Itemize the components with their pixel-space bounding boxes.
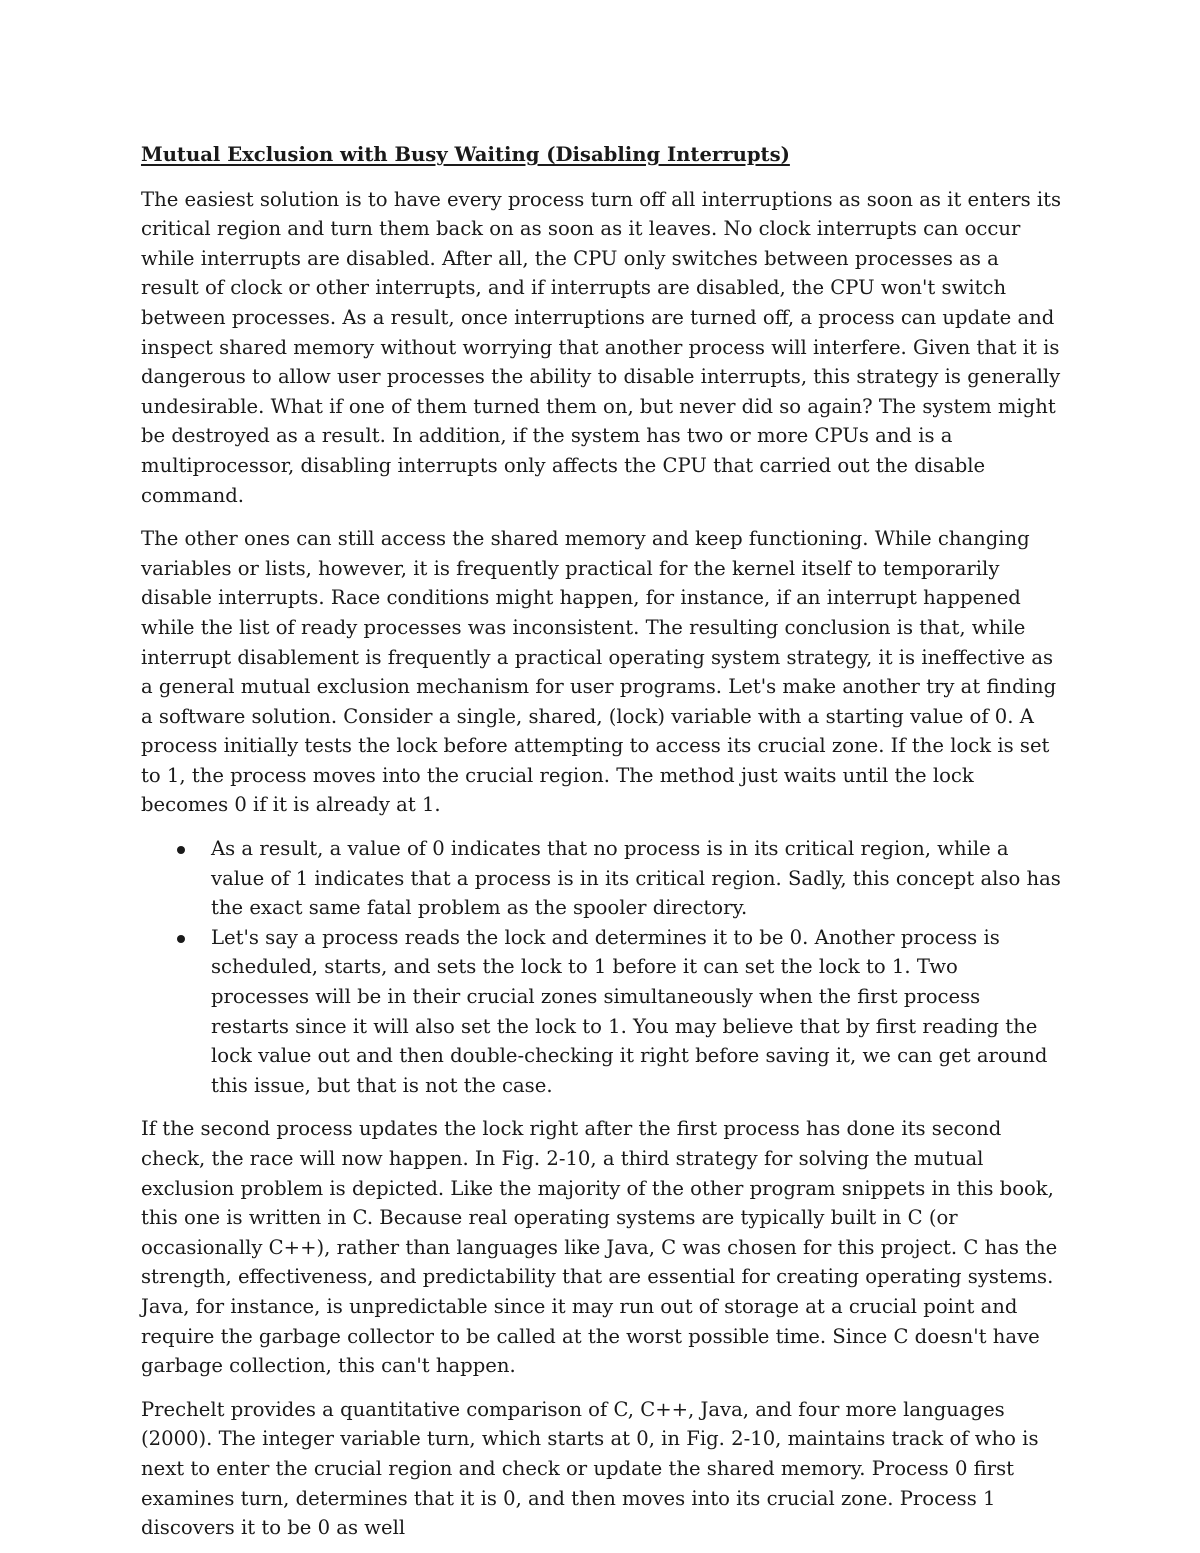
bullet-dot-icon [177, 846, 185, 854]
paragraph-3: If the second process updates the lock right after the first process has done its second check, the race will now happen. In Fig. 2-10, a third strategy for solving the mutual exclusion problem is depicted. Like the majority of the other program snippets in this book, this one is written in C. Because real operating systems are typically built in C (or occasionally C++), rather than languages like Java, C was chosen for this project. C has the strength, effectiveness, and predictability that are essential for creating operating systems. Java, for instance, is unpredictable since it may run out of storage at a crucial point and require the garbage collector to be called at the worst possible time. Since C doesn't have garbage collection, this can't happen. [141, 1117, 1058, 1378]
paragraph-2: The other ones can still access the shared memory and keep functioning. While changing variables or lists, however, it is frequently practical for the kernel itself to temporarily disable interrupts. Race conditions might happen, for instance, if an interrupt happened while the list of ready processes was inconsistent. The resulting conclusion is that, while interrupt disablement is frequently a practical operating system strategy, it is ineffective as a general mutual exclusion mechanism for user programs. Let's make another try at finding a software solution. Consider a single, shared, (lock) variable with a starting value of 0. A process initially tests the lock before attempting to access its crucial zone. If the lock is set to 1, the process moves into the crucial region. The method just waits until the lock becomes 0 if it is already at 1. [141, 527, 1057, 817]
paragraph-4: Prechelt provides a quantitative comparison of C, C++, Java, and four more languages (2000). The integer variable turn, which starts at 0, in Fig. 2-10, maintains track of who is next to enter the crucial region and check or update the shared memory. Process 0 first examines turn, determines that it is 0, and then moves into its crucial zone. Process 1 discovers it to be 0 as well [141, 1397, 1039, 1540]
document-title: Mutual Exclusion with Busy Waiting (Disabling Interrupts) [141, 143, 790, 166]
bullet-dot-icon [177, 935, 185, 943]
bullet-list [141, 834, 1062, 1100]
bullet-item [141, 923, 1062, 1101]
bullet-text: Let's say a process reads the lock and determines it to be 0. Another process is scheduled, starts, and sets the lock to 1 before it can set the lock to 1. Two processes will be in their crucial zones simultaneously when the first process restarts since it will also set the lock to 1. You may believe that by first reading the lock value out and then double-checking it right before saving it, we can get around this issue, but that is not the case. [211, 925, 1048, 1097]
bullet-item [141, 834, 1062, 923]
paragraph-1: The easiest solution is to have every process turn off all interruptions as soon as it enters its critical region and turn them back on as soon as it leaves. No clock interrupts can occur while interrupts are disabled. After all, the CPU only switches between processes as a result of clock or other interrupts, and if interrupts are disabled, the CPU won't switch between processes. As a result, once interruptions are turned off, a process can update and inspect shared memory without worrying that another process will interfere. Given that it is dangerous to allow user processes the ability to disable interrupts, this strategy is generally undesirable. What if one of them turned them on, but never did so again? The system might be destroyed as a result. In addition, if the system has two or more CPUs and is a multiprocessor, disabling interrupts only affects the CPU that carried out the disable command. [141, 187, 1062, 507]
bullet-text: As a result, a value of 0 indicates that no process is in its critical region, while a value of 1 indicates that a process is in its critical region. Sadly, this concept also has the exact same fatal problem as the spooler directory. [211, 837, 1061, 920]
